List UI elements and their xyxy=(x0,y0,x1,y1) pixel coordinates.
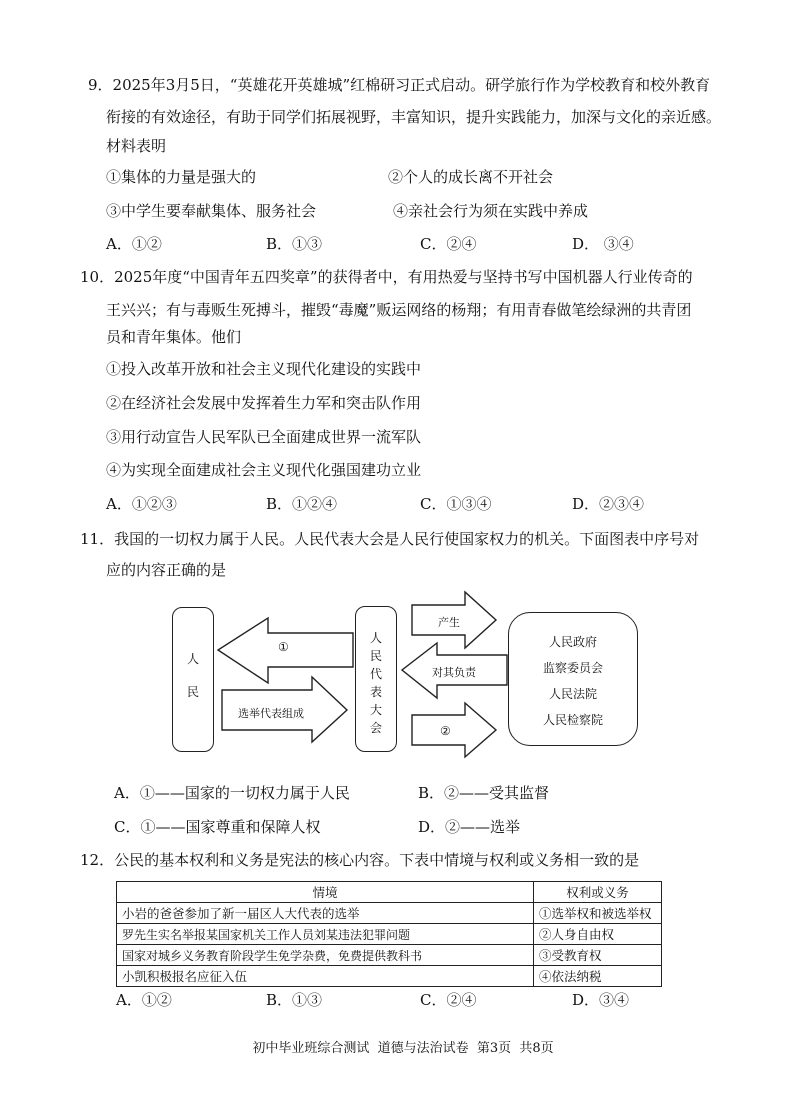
q9-line2: 衔接的有效途径，有助于同学们拓展视野，丰富知识，提升实践能力，加深与文化的亲近感。 xyxy=(106,108,722,126)
q11-choice-b: B．②——受其监督 xyxy=(418,784,550,802)
q10-option-1: ①投入改革开放和社会主义现代化建设的实践中 xyxy=(106,360,422,378)
q11-line2: 应的内容正确的是 xyxy=(106,561,227,579)
q11-line1: 11．我国的一切权力属于人民。人民代表大会是人民行使国家权力的机关。下面图表中序号对 xyxy=(80,530,700,548)
q12-line1: 12．公民的基本权利和义务是宪法的核心内容。下表中情境与权利或义务相一致的是 xyxy=(80,851,640,869)
q10-option-2: ②在经济社会发展中发挥着生力军和突击队作用 xyxy=(106,394,422,412)
congress-char: 民 xyxy=(369,649,382,663)
q10-option-4: ④为实现全面建成社会主义现代化强国建功立业 xyxy=(106,461,422,479)
q10-choice-b: B．①②④ xyxy=(266,495,338,513)
arrow-2-right xyxy=(412,703,496,757)
table-header-situation: 情境 xyxy=(117,882,534,903)
people-char: 民 xyxy=(186,684,199,699)
table-row xyxy=(117,903,662,924)
state-organs-list xyxy=(509,629,637,733)
congress-box-text xyxy=(356,629,396,737)
q9-option-3: ③中学生要奉献集体、服务社会 xyxy=(106,202,317,220)
q10-line2: 王兴兴；有与毒贩生死搏斗，摧毁“毒魔”贩运网络的杨翔；有用青春做笔绘绿洲的共青团 xyxy=(106,301,692,319)
table-cell-situation: 罗先生实名举报某国家机关工作人员刘某违法犯罪问题 xyxy=(117,924,534,945)
table-cell-situation: 小岩的爸爸参加了新一届区人大代表的选举 xyxy=(117,903,534,924)
q10-choice-c: C．①③④ xyxy=(420,495,492,513)
organ-government: 人民政府 xyxy=(548,635,597,649)
q12-choice-b: B．①③ xyxy=(266,991,323,1009)
q10-choice-d: D．②③④ xyxy=(572,495,645,513)
q12-choice-d: D．③④ xyxy=(572,991,630,1009)
organ-supervision: 监察委员会 xyxy=(542,661,603,675)
q12-choice-a: A．①② xyxy=(116,991,172,1009)
q11-choice-a: A．①——国家的一切权力属于人民 xyxy=(114,784,350,802)
q11-choice-d: D．②——选举 xyxy=(418,818,521,836)
q9-option-1: ①集体的力量是强大的 xyxy=(106,168,257,186)
q9-choice-d: D． ③④ xyxy=(572,235,634,253)
q9-choice-b: B．①③ xyxy=(266,235,323,253)
table-cell-situation: 小凯积极报名应征入伍 xyxy=(117,966,534,987)
table-cell-right: ②人身自由权 xyxy=(534,924,662,945)
congress-char: 代 xyxy=(369,667,382,681)
q10-line1: 10．2025年度“中国青年五四奖章”的获得者中，有用热爱与坚持书写中国机器人行业传奇的 xyxy=(80,268,693,286)
congress-char: 会 xyxy=(369,721,382,735)
q9-option-2: ②个人的成长离不开社会 xyxy=(388,168,554,186)
people-char: 人 xyxy=(186,652,199,666)
arrow-responsible-label: 对其负责 xyxy=(432,666,476,679)
table-cell-right: ④依法纳税 xyxy=(534,966,662,987)
congress-char: 人 xyxy=(369,631,382,645)
q9-choice-a: A．①② xyxy=(106,235,162,253)
q11-choice-c: C．①——国家尊重和保障人权 xyxy=(114,818,321,836)
people-box-text xyxy=(173,650,213,701)
table-header-row xyxy=(117,882,662,903)
state-organs-box xyxy=(508,612,638,746)
q9-option-4: ④亲社会行为须在实践中养成 xyxy=(393,202,589,220)
congress-box xyxy=(355,606,397,752)
table-row xyxy=(117,945,662,966)
arrow-2-label: ② xyxy=(440,724,451,738)
arrow-1-label: ① xyxy=(278,640,289,654)
q10-line3: 员和青年集体。他们 xyxy=(106,328,242,346)
table-cell-right: ①选举权和被选举权 xyxy=(534,903,662,924)
congress-char: 大 xyxy=(369,703,382,717)
q10-choice-a: A．①②③ xyxy=(106,495,177,513)
congress-char: 表 xyxy=(369,685,382,699)
organ-court: 人民法院 xyxy=(548,687,597,701)
situation-rights-table xyxy=(116,881,662,987)
people-box xyxy=(172,607,214,752)
page-footer: 初中毕业班综合测试 道德与法治试卷 第3页 共8页 xyxy=(252,1041,554,1056)
arrow-elect-label: 选举代表组成 xyxy=(238,707,304,720)
q9-choice-c: C．②④ xyxy=(420,235,477,253)
q10-option-3: ③用行动宣告人民军队已全面建成世界一流军队 xyxy=(106,428,422,446)
q12-choice-c: C．②④ xyxy=(420,991,477,1009)
arrow-produce-label: 产生 xyxy=(438,616,460,629)
table-row xyxy=(117,966,662,987)
table-row xyxy=(117,924,662,945)
organ-procuratorate: 人民检察院 xyxy=(542,713,603,727)
q9-line3: 材料表明 xyxy=(106,137,167,155)
table-header-rights: 权利或义务 xyxy=(534,882,662,903)
q9-line1: 9．2025年3月5日，“英雄花开英雄城”红棉研习正式启动。研学旅行作为学校教育和校外教育 xyxy=(88,76,711,94)
table-cell-situation: 国家对城乡义务教育阶段学生免学杂费，免费提供教科书 xyxy=(117,945,534,966)
table-cell-right: ③受教育权 xyxy=(534,945,662,966)
